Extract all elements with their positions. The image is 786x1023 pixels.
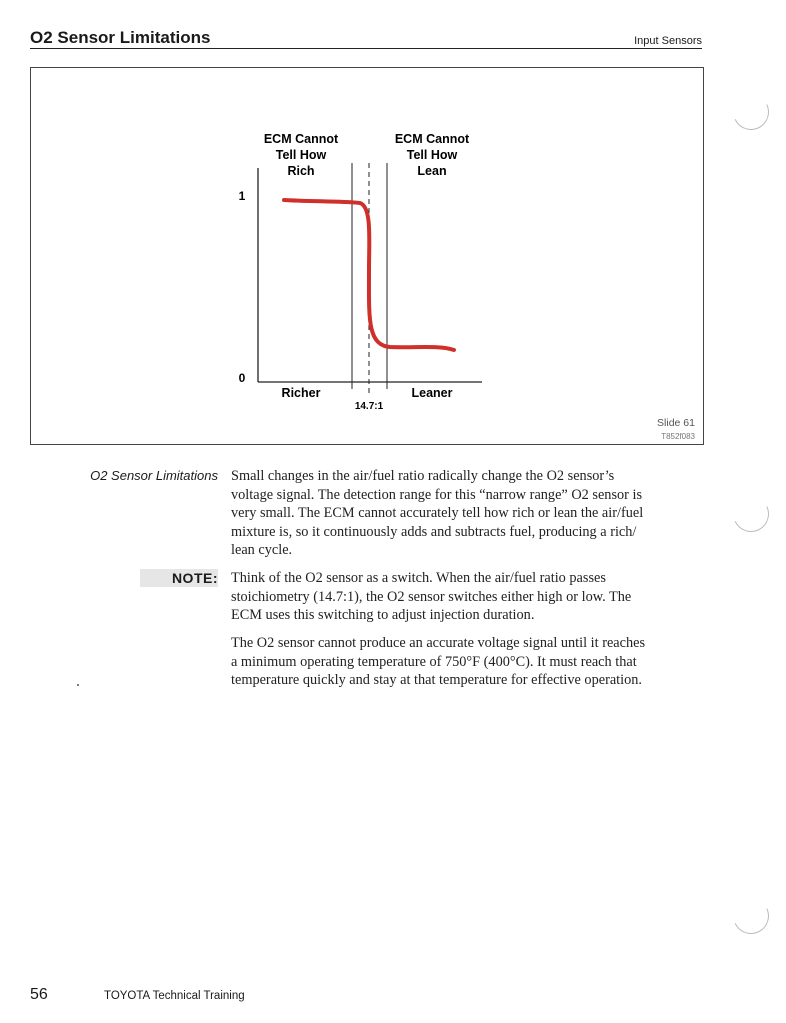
note-label: NOTE: (140, 569, 218, 587)
o2-voltage-chart (0, 0, 786, 460)
note-line: Think of the O2 sensor as a switch. When the air/fuel ratio passes (231, 570, 606, 586)
punch-hole-middle (728, 491, 774, 537)
paragraph-1-line: mixture is, so it continuously adds and subtracts fuel, producing a rich/ (231, 523, 637, 540)
annotation-lean-line2: Tell How (406, 148, 458, 162)
annotation-rich-line1: ECM Cannot (263, 132, 339, 146)
paragraph-1 (231, 467, 699, 560)
annotation-rich-line3: Rich (287, 164, 315, 178)
section-label: Input Sensors (634, 35, 702, 47)
slide-label: Slide 61 (657, 417, 695, 429)
paragraph-1-line: voltage signal. The detection range for this “narrow range” O2 sensor is (231, 486, 643, 503)
side-heading: O2 Sensor Limitations (90, 468, 218, 483)
paragraph-1-line: Small changes in the air/fuel ratio radically change the O2 sensor’s (231, 468, 615, 484)
footer-brand: TOYOTA Technical Training (104, 990, 245, 1002)
annotation-rich-line2: Tell How (275, 148, 327, 162)
note-line: ECM uses this switching to adjust injection duration. (231, 607, 535, 624)
paragraph-2-line: a minimum operating temperature of 750°F (400°C). It must reach that (231, 653, 637, 670)
paragraph-1-line: lean cycle. (231, 542, 293, 559)
paragraph-2-line: temperature quickly and stay at that temperature for effective operation. (231, 672, 642, 689)
paragraph-2 (231, 634, 699, 690)
x-label-stoich: 14.7:1 (354, 401, 384, 412)
page-title: O2 Sensor Limitations (30, 28, 211, 47)
note-text (231, 569, 699, 625)
paragraph-2-line: The O2 sensor cannot produce an accurate voltage signal until it reaches (231, 635, 646, 651)
y-tick-1: 1 (238, 189, 246, 203)
annotation-lean-line3: Lean (417, 164, 447, 178)
annotation-lean-line1: ECM Cannot (394, 132, 470, 146)
y-tick-0: 0 (238, 371, 246, 385)
paragraph-1-line: very small. The ECM cannot accurately tell how rich or lean the air/fuel (231, 505, 644, 522)
page-number: 56 (30, 986, 48, 1003)
note-line: stoichiometry (14.7:1), the O2 sensor switches either high or low. The (231, 588, 632, 605)
x-label-leaner: Leaner (411, 386, 453, 400)
x-label-richer: Richer (281, 386, 321, 400)
punch-hole-bottom (728, 893, 774, 939)
stray-mark (77, 684, 79, 686)
figure-code: T852f083 (661, 432, 695, 441)
